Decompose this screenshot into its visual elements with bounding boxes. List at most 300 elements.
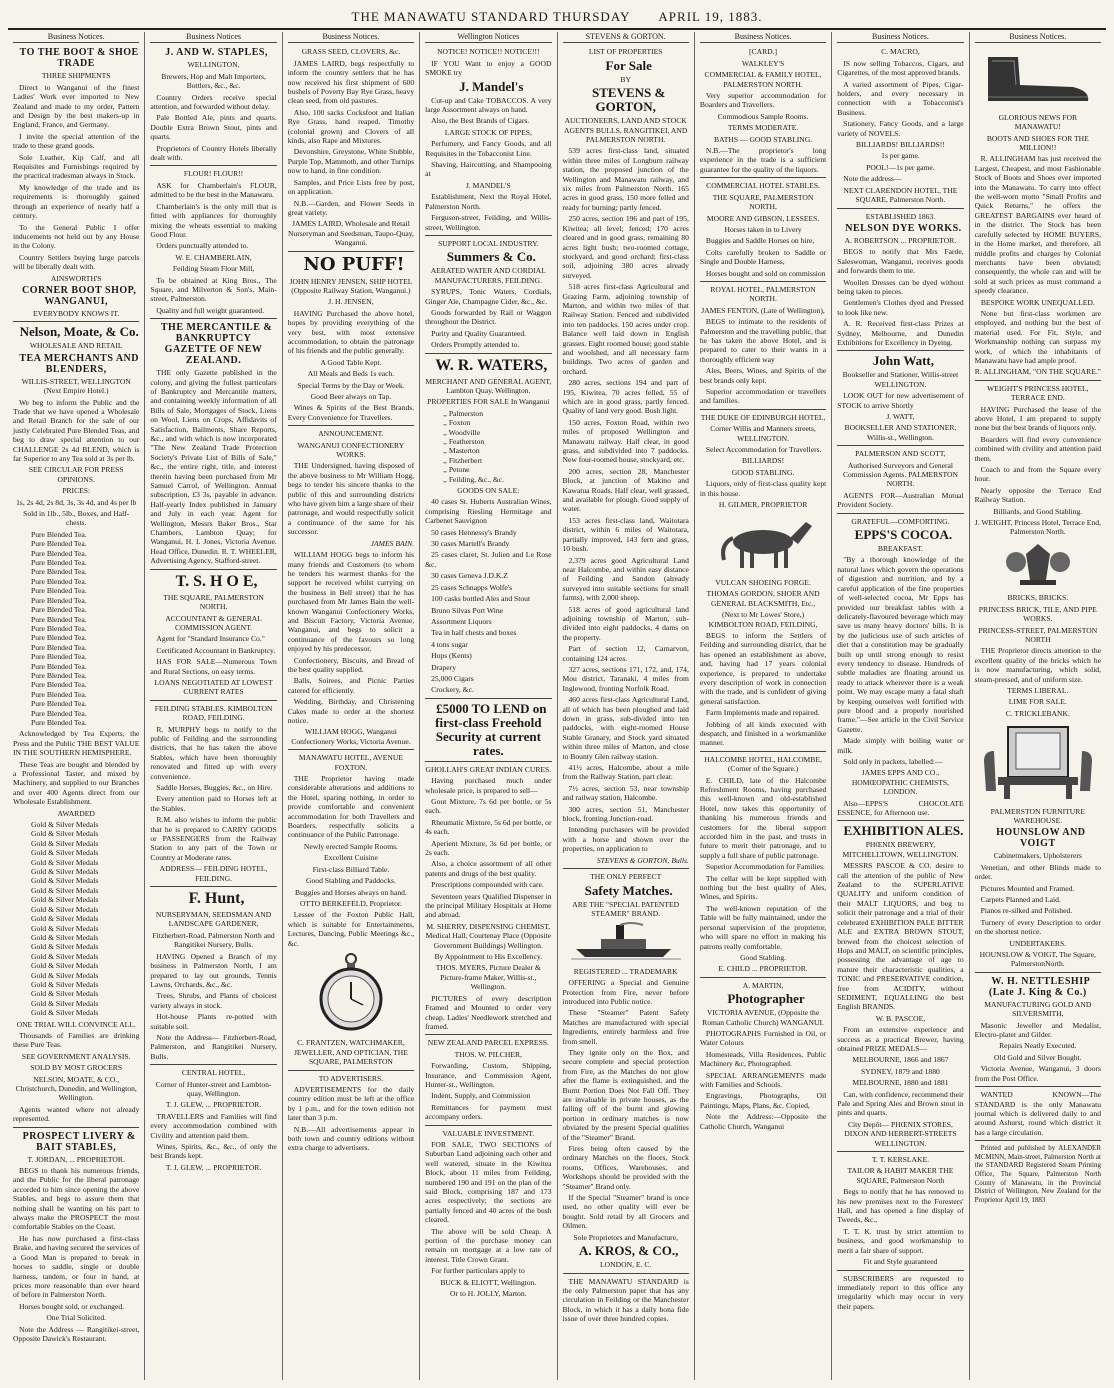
divider bbox=[288, 749, 414, 750]
ad-line: WHOLESALE AND RETAIL bbox=[29, 341, 123, 351]
ad-paragraph: 200 acres, section 28, Manchester Block, at junction of Makino and Kawatua Roads. Half clear, well grassed, and available for plough. Good supply of water. bbox=[562, 466, 689, 514]
ad-line: WILLIAM HOGG, Wanganui Confectionery Works, Victoria Avenue. bbox=[291, 727, 411, 746]
ad-paragraph: Samples, and Price Lists free by post, on application. bbox=[287, 177, 415, 197]
ad-line: WELLINGTON, bbox=[187, 60, 240, 70]
ad-paragraph: HAVING Opened a Branch of my business in Palmerston North, I am prepared to lay out grounds, Tennis Lawns, Orchards, &c., &c. bbox=[150, 951, 277, 989]
ad-line: THE DUKE OF EDINBURGH HOTEL, bbox=[700, 412, 826, 422]
divider bbox=[425, 698, 551, 699]
ad-line: MELBOURNE, 1866 and 1867 bbox=[852, 1055, 949, 1065]
ad-paragraph: Pictures Mounted and Framed. bbox=[980, 883, 1075, 893]
ad-line: ROYAL HOTEL, PALMERSTON NORTH. bbox=[710, 284, 816, 304]
ad-line: Buggies and Horses always on hand. bbox=[295, 887, 407, 897]
ad-line: NEW ZEALAND PARCEL EXPRESS. bbox=[427, 1038, 549, 1048]
ad-paragraph: Drapery bbox=[431, 662, 457, 672]
column-body bbox=[975, 47, 1101, 1204]
ad-line: T. J. GLEW, ... PROPRIETOR. bbox=[165, 1162, 262, 1172]
ad-line: J. WATT, bbox=[886, 412, 915, 421]
divider bbox=[563, 1273, 689, 1274]
list-item: Gold & Silver Medals bbox=[31, 1008, 99, 1018]
divider bbox=[837, 445, 963, 446]
ad-paragraph: Also, a choice assortment of all other patents and drugs of the best quality. bbox=[425, 859, 552, 878]
divider bbox=[150, 569, 276, 570]
furniture-warehouse-illustration bbox=[975, 721, 1101, 803]
divider bbox=[837, 1270, 963, 1271]
ad-paragraph: Coach to and from the Square every hour. bbox=[974, 465, 1101, 484]
ad-paragraph: Note the Address— Fitzherbert-Road, Palmerston, and Rangitikei Nursery, Bulls. bbox=[150, 1032, 277, 1061]
list-item: Pure Blended Tea. bbox=[31, 539, 87, 549]
ad-title: STEVENS & GORTON, bbox=[592, 85, 666, 115]
ad-line: REGISTERED ... TRADEMARK bbox=[573, 966, 678, 976]
ad-paragraph: THE MANAWATU STANDARD is the only Palmerston paper that has any circulation in Feilding or the Manchester Block, in which it has a daily bona fide issue of over three hundred copies. bbox=[562, 1276, 689, 1324]
list-item: ,, Fitzherbert bbox=[443, 455, 483, 465]
ad-paragraph: Pale Bottled Ale, pints and quarts. Double Extra Brown Stout, pints and quarts. bbox=[150, 113, 277, 142]
ad-line: J. MANDEL'S bbox=[465, 180, 511, 190]
ad-line: Billiards, and Good Stabling. bbox=[993, 506, 1083, 516]
list-item: Pure Blended Tea. bbox=[31, 717, 87, 727]
divider bbox=[700, 409, 826, 410]
ad-paragraph: Remittances for payment must accompany orders. bbox=[425, 1102, 552, 1122]
ad-line: Corner of Hunter-street and Lambton-quay, Wellington. bbox=[155, 1079, 272, 1098]
ad-paragraph: Lessee of the Foxton Public Hall, which is suitable for Entertainments, Lectures, Dancing, Public Meetings &c., &c. bbox=[287, 910, 415, 948]
ad-paragraph: 50 cases Hennessy's Brandy bbox=[431, 527, 517, 537]
ad-paragraph: Intending purchasers will be provided with a horse and shown over the properties, on application to bbox=[562, 825, 689, 854]
list-item: ,, Featherston bbox=[443, 437, 485, 446]
ad-paragraph: The above will be sold Cheap. A portion of the purchase money can remain on mortgage at a low rate of interest. Title Crown Grant. bbox=[425, 1226, 552, 1264]
ad-paragraph: If the Special "Steamer" brand is once used, no other quality will ever be bought. Sold retail by all Grocers and Oilmen. bbox=[562, 1193, 689, 1231]
ad-paragraph: Part of section 12, Carnarvon, containing 124 acres. bbox=[562, 644, 689, 663]
column-header: Business Notices. bbox=[13, 32, 139, 43]
ad-line: SEE GOVERNMENT ANALYSIS. bbox=[21, 1051, 131, 1061]
ad-paragraph: T. T. K. trust by strict attention to business, and good workmanship to merit a fair share of support. bbox=[837, 1226, 964, 1255]
ad-line: AINSWORTH'S bbox=[50, 273, 102, 283]
ad-paragraph: Crockery, &c. bbox=[431, 685, 474, 695]
list-item: ,, Palmerston bbox=[443, 408, 483, 418]
ad-line: PALMERSTON FURNITURE WAREHOUSE. bbox=[990, 806, 1085, 825]
ad-heading: TO THE BOOT & SHOE TRADE bbox=[19, 47, 139, 70]
list-item: Gold & Silver Medals bbox=[31, 989, 99, 999]
ad-paragraph: Aperient Mixture, 3s 6d per bottle, or 2s each. bbox=[425, 838, 552, 857]
ad-paragraph: Purity and Quality Guaranteed. bbox=[431, 328, 527, 338]
ad-paragraph: Rheumatic Mixture, 5s 6d per bottle, or 4s each. bbox=[425, 817, 552, 837]
ad-line: VULCAN SHOEING FORGE. bbox=[715, 577, 811, 587]
ad-paragraph: 2,379 acres good Agricultural Land near Halcombe, and within easy distance of Feilding and Sandon (already surveyed into suitable sections for small farms), with 2,000 sheep. bbox=[562, 555, 689, 603]
ad-line: T. T. KERSLAKE. bbox=[871, 1155, 930, 1165]
ad-line: THE ONLY PERFECT bbox=[590, 872, 662, 882]
divider bbox=[700, 281, 826, 282]
ad-line: EVERYBODY KNOWS IT. bbox=[33, 308, 120, 318]
ad-paragraph: My knowledge of the trade and its requirements is thoroughly gained through an experience of nearly half a century. bbox=[13, 182, 140, 221]
list-item: Gold & Silver Medals bbox=[31, 867, 99, 877]
ad-paragraph: SYRUPS, Tonic Waters, Cordials, Ginger Ale, Champagne Cider, &c., &c. bbox=[425, 287, 552, 306]
ad-line: [CARD.] bbox=[749, 47, 778, 57]
list-item: Gold & Silver Medals bbox=[31, 998, 99, 1008]
ad-paragraph: Nearly opposite the Terrace End Railway Station. bbox=[974, 485, 1101, 505]
ad-line: LIST OF PROPERTIES bbox=[588, 47, 663, 57]
column-7 bbox=[832, 32, 969, 1380]
ad-paragraph: Saddle Horses, Buggies, &c., on Hire. bbox=[156, 783, 273, 792]
ad-paragraph: Agent for "Standard Insurance Co." bbox=[156, 634, 265, 644]
ad-paragraph: 7½ acres, section 53, near township and railway station, Halcombe. bbox=[562, 783, 689, 803]
ad-paragraph: Confectionery, Biscuits, and Bread of the best quality supplied. bbox=[287, 655, 415, 674]
ad-line: ONE TRIAL WILL CONVINCE ALL. bbox=[16, 1019, 136, 1029]
ad-heading: J. AND W. STAPLES, bbox=[165, 47, 268, 59]
ad-paragraph: These "Steamer" Patent Safety Matches are manufactured with special Ingredients, entirely harmless and free from smell. bbox=[562, 1008, 689, 1046]
ad-paragraph: LOOK OUT for new advertisement of STOCK to arrive Shortly bbox=[837, 391, 964, 410]
ad-paragraph: Acknowledged by Tea Experts, the Press and the Public THE BEST VALUE IN THE SOUTHERN HEMISPHERE. bbox=[13, 729, 140, 758]
ad-title-large: W. R. WATERS, bbox=[435, 356, 548, 374]
ad-line: LOANS NEGOTIATED AT LOWEST CURRENT RATES bbox=[154, 677, 273, 697]
ad-line: ACCOUNTANT & GENERAL COMMISSION AGENT. bbox=[165, 613, 262, 632]
ad-line: Authorised Surveyors and General Commission Agents. PALMERSTON NORTH. bbox=[842, 460, 958, 489]
ad-line: UNDERTAKERS. bbox=[1009, 938, 1067, 948]
ad-line: TAILOR & HABIT MAKER THE SQUARE, Palmerston North bbox=[847, 1166, 954, 1185]
list-item: Pure Blended Tea. bbox=[31, 558, 87, 568]
ad-line: Good Stabling and Paddocks. bbox=[306, 876, 396, 886]
ad-paragraph: Certificated Accountant in Bankruptcy. bbox=[156, 645, 276, 655]
ad-paragraph: For further particulars apply to bbox=[431, 1266, 525, 1276]
divider bbox=[563, 868, 689, 869]
ad-paragraph: Forwarding, Custom, Shipping, Insurance, and Commission Agent, Hunter-st., Wellington. bbox=[425, 1061, 552, 1089]
ad-paragraph: Jobbing of all kinds executed with despatch, and finished in a workmanlike manner. bbox=[699, 719, 827, 748]
ad-paragraph: Very superior accommodation for Boarders and Travellers. bbox=[699, 91, 827, 110]
ad-paragraph: A varied assortment of Pipes, Cigar-holders, and every necessary in connection with a Tobacconist's Business. bbox=[837, 79, 964, 117]
ad-paragraph: These Teas are bought and blended by a Professional Taster, and mixed by Machinery, and supplied to our Branches and over 400 Agents direct from our Wholesale Establishment. bbox=[13, 759, 140, 807]
ad-line: First-class Billiard Table. bbox=[312, 864, 390, 874]
ad-line: BY bbox=[620, 74, 631, 84]
ad-line: PHŒNIX BREWERY, MITCHELLTOWN, WELLINGTON. bbox=[842, 840, 959, 859]
ad-paragraph: Begs to notify that he has removed to his new premises next to the Foresters' Hall, and has opened a fine display of Tweeds, &c., bbox=[837, 1187, 964, 1225]
ad-paragraph: 300 acres, section 51, Manchester block, fronting Junction-road. bbox=[562, 804, 689, 824]
item-list bbox=[31, 530, 139, 728]
ad-paragraph: Sole Leather, Kip Calf, and all Requisites and Furnishings required by the practical tradesman always in Stock. bbox=[13, 152, 140, 181]
ad-line: LIME FOR SALE. bbox=[1008, 697, 1067, 707]
ad-paragraph: Wedding, Birthday, and Christening Cakes made to order at the shortest notice. bbox=[287, 697, 415, 725]
ad-paragraph: N.B.—The proprietor's long experience in the trade is a sufficient guarantee for the quality of the liquors. bbox=[699, 146, 827, 174]
ad-title: Safety Matches. bbox=[584, 882, 673, 898]
ad-paragraph: Ales, Beers, Wines, and Spirits of the best brands only kept. bbox=[699, 366, 827, 385]
ad-line: COMMERCIAL HOTEL STABLES. bbox=[706, 181, 820, 191]
divider bbox=[288, 251, 414, 252]
ad-paragraph: Woollen Dresses can be dyed without being taken to pieces. bbox=[837, 277, 964, 296]
ad-paragraph: Carpets Planned and Laid. bbox=[980, 895, 1061, 904]
masthead-date: APRIL 19, 1883. bbox=[658, 9, 763, 24]
ad-paragraph: PHOTOGRAPHS Furnished in Oil, or Water Colours bbox=[699, 1028, 827, 1048]
ad-paragraph: BEGS to inform the Settlers of Feilding and surrounding district, that he has opened an establishment as above, and, having had 17 years colonial experience, is prepared to undertake every description of work in connection with the trade, and is confident of giving general satisfaction. bbox=[699, 630, 827, 706]
divider bbox=[975, 380, 1101, 381]
ad-paragraph: WILLIAM HOGG begs to inform his many friends and Customers (to whom he tenders his warmest thanks for the support he received whilst carrying on the business in Bell street) that he has purchased from Mr James Bain the well-known Wanganui Confectionery Works, and Biscuit Factory, Victoria Avenue, Wanganui, and begs to solicit a continuance of the favours so long enjoyed by his predecessor. bbox=[287, 550, 415, 654]
ad-title: EPPS'S COCOA. bbox=[854, 527, 953, 543]
divider bbox=[150, 165, 276, 166]
ad-line: Feilding Steam Flour Mill, bbox=[172, 264, 255, 274]
ad-paragraph: ADVERTISEMENTS for the daily country edition must be left at the office by 1 p.m., and for the town edition not later than 3 p.m. bbox=[287, 1084, 415, 1123]
list-item: Gold & Silver Medals bbox=[31, 951, 99, 961]
ad-paragraph: HAVING Purchased the above hotel, hopes by providing everything of the very best, with most extensive accommodation, to obtain the patronage of his friends and the public generally. bbox=[287, 308, 415, 356]
divider bbox=[150, 1064, 276, 1065]
divider bbox=[13, 321, 139, 322]
list-item: Gold & Silver Medals bbox=[31, 979, 99, 989]
ad-paragraph: Homesteads, Villa Residences, Public Machinery &c, Photographed. bbox=[699, 1049, 827, 1069]
ad-paragraph: Balls, Soirees, and Picnic Parties catered for efficiently. bbox=[287, 676, 415, 695]
ad-line: Bookseller and Stationer, Willis-street WELLINGTON. bbox=[842, 370, 959, 389]
ad-paragraph: Hops (Kents) bbox=[431, 651, 472, 661]
ad-heading: W. H. NETTLESHIP (Late J. King & Co.) bbox=[988, 975, 1091, 998]
list-item: Pure Blended Tea. bbox=[31, 652, 87, 662]
ad-line: W. B. PASCOE, bbox=[875, 1013, 926, 1023]
list-item: Pure Blended Tea. bbox=[31, 680, 87, 690]
item-list bbox=[31, 820, 139, 1018]
ad-paragraph: 518 acres of good agricultural land adjoining township of Marton, sub-divided into eight paddocks, 4 dams on the property. bbox=[562, 604, 689, 642]
ad-title: Nelson, Moate, & Co. bbox=[19, 324, 139, 340]
ad-paragraph: 30 cases Geneva J.D.K.Z bbox=[431, 571, 508, 581]
ad-paragraph: From an extensive experience and success as a practical Brewer, having obtained PRIZE MEDALS— bbox=[837, 1025, 964, 1053]
ad-line: HOUNSLOW & VOIGT, The Square, PalmerstonNorth. bbox=[979, 950, 1096, 969]
ad-paragraph: 250 acres, section 196 and part of 195, Kiwitea; all level; fenced; 170 acres cleared and in good grass, remaining 80 acres light bush; two-roomed cottage, stockyard, and good orchard; first-class soil, adjoining 380 acres already surveyed. bbox=[562, 214, 689, 280]
ad-paragraph: Fires being often caused by the ordinary Matches on the floors, Stock rooms, Offices, Warehouses, and Workshops should be provided with the "Steamer" Brand only. bbox=[562, 1144, 689, 1191]
ad-line: E. CHILD ... PROPRIETOR. bbox=[718, 964, 808, 974]
ad-paragraph: R.M. also wishes to inform the public that he is prepared to CARRY GOODS or PASSENGERS from the Railway Station to any part of the Town or Country at Moderate rates. bbox=[150, 815, 277, 862]
pocket-watch-illustration bbox=[288, 951, 414, 1035]
list-item: Pure Blended Tea. bbox=[31, 642, 87, 652]
ad-line: GOOD STABLING. bbox=[731, 467, 795, 477]
ad-paragraph: 40 cases St. Huberts Australian Wines, comprising Riesling Hermitage and Carbenet Sauvignon bbox=[425, 497, 552, 526]
ad-line: R. ALLINGHAM, "ON THE SQUARE." bbox=[974, 367, 1101, 377]
ad-line: BATHS — GOOD STABLING. bbox=[714, 134, 813, 144]
ad-paragraph: Can, with confidence, recommend their Pale and Spring Ales and Brown stout in pints and quarts. bbox=[837, 1089, 964, 1118]
ad-line: Sold in 1lb., 5lb., Boxes, and Half-chests. bbox=[23, 509, 130, 528]
ad-line: WEIGHT'S PRINCESS HOTEL, TERRACE END. bbox=[987, 383, 1089, 403]
ad-line: City Depôt— PHŒNIX STORES, DIXON AND HERBERT-STREETS WELLINGTON. bbox=[844, 1119, 957, 1148]
ad-line: Brewers, Hop and Malt Importers, Bottlers, &c., &c. bbox=[161, 71, 266, 91]
ad-line: ANNOUNCEMENT. bbox=[318, 429, 384, 439]
column-1 bbox=[8, 32, 145, 1380]
ad-line: WANGANUI CONFECTIONERY WORKS. bbox=[297, 440, 405, 460]
list-item: ,, Foxton bbox=[443, 418, 471, 428]
ad-paragraph: "By a thorough knowledge of the natural laws which govern the operations of digestion and nutrition, and by a careful application of the fine properties of well-selected cocoa, Mr Epps has provided our breakfast tables with a delicately-flavoured beverage which may save us many heavy doctors' bills. It is by the judicious use of such articles of diet that a constitution may be gradually built up until strong enough to resist every tendency to disease. Hundreds of subtle maladies are floating around us ready to attack wherever there is a weak point. We may escape many a fatal shaft by keeping ourselves well fortified with pure blood and a properly nourished frame."—See article in the Civil Service Gazette. bbox=[837, 555, 964, 734]
ad-line: BILLIARDS! bbox=[741, 456, 785, 466]
ad-paragraph: 4 tons sugar bbox=[431, 639, 468, 649]
ad-paragraph: Seventeen years Qualified Dispenser in the principal Military Hospitals at Home and abroad. bbox=[425, 891, 552, 920]
ad-signature: JAMES BAIN. bbox=[370, 538, 415, 548]
list-item: Gold & Silver Medals bbox=[31, 876, 99, 886]
ad-line: Old Gold and Silver Bought. bbox=[994, 1052, 1082, 1062]
ad-paragraph: JAMES LAIRD, begs respectfully to inform the country settlers that he has now received his first shipment of 600 bushels of Poverty Bay Rye Grass, heavy clean seed, from old pastures. bbox=[287, 58, 415, 106]
list-item: Pure Blended Tea. bbox=[31, 623, 87, 633]
list-item: ,, Feilding, &c., &c. bbox=[443, 474, 505, 484]
ad-line: HALCOMBE HOTEL, HALCOMBE, (Corner of the Square.) bbox=[704, 754, 822, 774]
masthead-title: THE MANAWATU STANDARD THURSDAY bbox=[351, 9, 631, 24]
ad-line: J. WEIGHT, Princess Hotel, Terrace End, Palmerston North. bbox=[974, 518, 1101, 537]
ad-line: SOLD BY MOST GROCERS bbox=[30, 1063, 123, 1073]
ad-line: PRINCESS-STREET, PALMERSTON NORTH bbox=[978, 625, 1098, 644]
ad-paragraph: Quality and full weight guaranteed. bbox=[156, 305, 265, 315]
ad-paragraph: Also—EPPS'S CHOCOLATE ESSENCE, for Afternoon use. bbox=[837, 798, 964, 818]
ad-line: One Trial Solicited. bbox=[46, 1313, 107, 1323]
ad-line: GRATEFUL—COMFORTING. bbox=[851, 516, 950, 526]
ad-paragraph: Select Accommodation for Travellers. bbox=[705, 445, 822, 455]
ad-line: GRASS SEED, CLOVERS, &c. bbox=[301, 47, 401, 57]
ad-paragraph: Trees, Shrubs, and Plants of choicest variety always in stock. bbox=[150, 991, 277, 1010]
divider bbox=[700, 977, 826, 978]
ad-line: T. J. GLEW, ... PROPRIETOR. bbox=[165, 1100, 262, 1110]
ad-line: BOOTS AND SHOES FOR THE MILLION!! bbox=[986, 133, 1089, 153]
divider bbox=[975, 1086, 1101, 1087]
ad-paragraph: WANTED KNOWN—The STANDARD is the only Manawatu journal which is delivered daily to and around Ashurst, round which district it has a large circulation. bbox=[974, 1090, 1101, 1137]
ad-line: A. ROBERTSON ... PROPRIETOR. bbox=[844, 235, 957, 245]
ad-paragraph: AGENTS FOR—Australian Mutual Provident Society. bbox=[837, 490, 964, 510]
column-body bbox=[425, 47, 551, 1298]
ad-line: TERMS MODERATE. bbox=[727, 123, 799, 133]
ad-paragraph: PICTURES of every description Framed and Mounted to order very cheap. Ladies' Needlework stretched and framed. bbox=[425, 993, 552, 1031]
horse-illustration bbox=[700, 512, 826, 574]
ad-title: Summers & Co. bbox=[446, 249, 536, 265]
column-5 bbox=[558, 32, 695, 1380]
ad-paragraph: BEGS to intimate to the residents of Palmerston and the travelling public, that he has taken the above Hotel, and is prepared to cater to their wants in a thoroughly efficient way bbox=[699, 317, 827, 364]
ad-line: NURSERYMAN, SEEDSMAN AND LANDSCAPE GARDENER, bbox=[155, 910, 272, 929]
divider bbox=[425, 235, 551, 236]
list-item: Gold & Silver Medals bbox=[31, 885, 99, 895]
column-header: Business Notices. bbox=[837, 32, 963, 43]
list-item: Pure Blended Tea. bbox=[31, 633, 87, 643]
column-body bbox=[288, 47, 414, 1152]
divider bbox=[425, 353, 551, 354]
ad-paragraph: They ignite only on the Box, and secure complete and special protection from Fire, as the Matches do not glow after the flame is extinguished, and the Burnt Portion Does Not Fall Off. They are invaluable in private houses, as the falling off of the burnt and glowing portion in ordinary matches is now obviated by the present Special qualities of the "Steamer" Brand. bbox=[562, 1047, 689, 1142]
ad-line: Horses taken in to Livery bbox=[724, 224, 802, 234]
ad-paragraph: Also, the Best Brands of Cigars. bbox=[431, 116, 530, 126]
ad-line: C. TRICKLEBANK. bbox=[1005, 708, 1070, 718]
ad-paragraph: Buggies and Saddle Horses on hire, bbox=[705, 236, 815, 246]
ad-paragraph: TRAVELLERS and Families will find every accommodation combined with Civility and attention paid them. bbox=[150, 1111, 277, 1140]
ad-paragraph: THE Undersigned, having disposed of the above business to Mr William Hogg, begs to tender his sincere thanks to the public of this and surrounding districts who have given him a large share of their patronage, and would respectfully solicit a continuance of the same for his successor. bbox=[287, 461, 415, 537]
ad-line: GOODS ON SALE: bbox=[457, 486, 520, 496]
ad-headline: NO PUFF! bbox=[303, 253, 405, 275]
ad-line: H. GILMER, PROPRIETOR bbox=[718, 500, 808, 510]
ad-paragraph: N.B.—Garden, and Flower Seeds in great variety. bbox=[287, 198, 415, 217]
ad-line: NELSON, MOATE, & CO., Christchurch, Dunedin, and Wellington, Wellington. bbox=[15, 1074, 137, 1103]
ad-paragraph: Assortment Liquors bbox=[431, 616, 492, 626]
ad-heading: NELSON DYE WORKS. bbox=[845, 222, 962, 234]
divider bbox=[837, 350, 963, 351]
ad-paragraph: Direct to Wanganui of the finest Ladies' Work ever imported to New Zealand and made to my order, Pattern and Design by the best makers-up in England, France, and Germany. bbox=[13, 82, 140, 130]
ad-paragraph: THE only Gazette published in the colony, and giving the fullest particulars of Bankruptcy and Mercantile matters, and containing weekly information of all Bills of Sale, Mortgages of Stock, Liens on Wool, Liens on Crops, Affidavits of Satisfaction, Bailments, Share Reports, &c., and with which is now incorporated "The New Zealand Trade Protection Society's Private List of Bills of Sale," &c., the entire right, title, and interest therein having been purchased from Mr Samuel Carrol, of Wellington. Annual subscription, £3 3s, payable in advance. Half-yearly Index published in January and July in each year. Agent for Wellington, Messrs Baker Bros., Star Chambers, Lambton Quay; for Wanganui, H. I. Jones, Victoria Avenue. Head Office, Dunedin. R. T. WHEELER, Advertising Agency, Stafford-street. bbox=[150, 368, 277, 566]
ad-paragraph: 25 cases Schnapps Wolfe's bbox=[431, 582, 513, 592]
ad-line: 1s per game. bbox=[881, 151, 920, 161]
list-item: Gold & Silver Medals bbox=[31, 914, 99, 924]
ad-paragraph: THE Proprietor directs attention to the excellent quality of the bricks which he is now manufacturing, which solid, steam-pressed, and of uniform size. bbox=[974, 646, 1101, 684]
ad-line: Special Terms by the Day or Week. bbox=[297, 380, 405, 390]
column-body bbox=[150, 47, 276, 1172]
ad-paragraph: 327 acres, sections 171, 172, and, 174, Mou district, Taranaki, 4 miles from Inglewood, fronting Norfolk Road. bbox=[562, 664, 689, 693]
ad-paragraph: 539 acres first-class land, situated within three miles of Longburn railway station, the proposed junction of the Wellington and Manawatu railway, and six miles from Palmerston North. 165 acres in good grass, 150 more felled and ready for burning; partly fenced. bbox=[562, 146, 689, 212]
divider bbox=[837, 208, 963, 209]
ad-paragraph: Superior accommodation or travellers and families. bbox=[699, 387, 827, 406]
column-3 bbox=[283, 32, 420, 1380]
list-item: Pure Blended Tea. bbox=[31, 595, 87, 605]
ad-line: AWARDED bbox=[57, 808, 95, 818]
ad-paragraph: Hot-house Plants re-potted with suitable soil. bbox=[150, 1012, 277, 1031]
ad-paragraph: Ferguson-street, Feilding, and Willis-street, Wellington. bbox=[425, 213, 552, 232]
ad-paragraph: Cut-up and Cake TOBACCOS. A very large Assortment always on hand. bbox=[425, 95, 552, 115]
list-item: Pure Blended Tea. bbox=[31, 576, 87, 586]
ad-line: Repairs Neatly Executed. bbox=[999, 1041, 1077, 1051]
ad-paragraph: Country Settlers buying large parcels will be liberally dealt with. bbox=[13, 252, 140, 272]
ad-paragraph: R. MURPHY begs to notify to the public of Feilding and the surrounding districts, that he has taken the above Stables, which have been thoroughly renovated and fitted up with every convenience. bbox=[150, 724, 277, 781]
ad-line: PROPERTIES FOR SALE In Wanganui bbox=[427, 397, 550, 407]
list-item: Pure Blended Tea. bbox=[31, 529, 87, 539]
boot-illustration bbox=[975, 47, 1101, 109]
ad-line: SUPPORT LOCAL INDUSTRY. bbox=[438, 238, 539, 248]
divider bbox=[150, 886, 276, 887]
ad-paragraph: Boarders will find every convenience combined with civility and attention paid them. bbox=[974, 434, 1101, 463]
ad-line: POOL!—1s per game. bbox=[866, 162, 935, 172]
divider bbox=[288, 1070, 414, 1071]
list-item: ,, Petone bbox=[443, 465, 470, 475]
ad-line: THOMAS GORDON, SHOER AND GENERAL BLACKSMITH, Etc., bbox=[706, 589, 820, 608]
column-header: Business Notices. bbox=[700, 32, 826, 43]
ad-line: ADDRESS— FEILDING HOTEL, FEILDING. bbox=[159, 864, 268, 883]
ad-line: NOTICE! NOTICE!! NOTICE!!! bbox=[437, 47, 540, 57]
ad-line: JAMES LAIRD, Wholesale and Retail Nurseryman and Seedsman, Taupo-Quay, Wanganui. bbox=[287, 219, 414, 248]
ad-paragraph: Chamberlain's is the only mill that is fitted with appliances for thoroughly mixing the wheats essential to making Good Flour. bbox=[150, 201, 277, 239]
ad-paragraph: 41½ acres, Halcombe, about a mile from the Railway Station, part clear. bbox=[562, 763, 689, 782]
list-item: Gold & Silver Medals bbox=[31, 829, 99, 839]
divider bbox=[425, 761, 551, 762]
ad-paragraph: Indent, Supply, and Commission bbox=[431, 1091, 531, 1101]
list-item: Gold & Silver Medals bbox=[31, 932, 99, 942]
ad-line: WILLIS-STREET, WELLINGTON (Next Empire Hotel.) bbox=[21, 376, 131, 396]
ad-paragraph: 150 acres, Foxton Road, within two miles of proposed Wellington and Manawatu railway. Half clear, in good grass, and subdivided into 7 paddocks. New four-roomed house, stockyard, etc. bbox=[562, 417, 689, 465]
ad-paragraph: Goods forwarded by Rail or Waggon throughout the District. bbox=[425, 307, 552, 327]
ad-paragraph: Establishment, Next the Royal Hotel, Palmerston North. bbox=[425, 192, 552, 211]
ad-paragraph: Horses bought and sold on commission bbox=[705, 268, 826, 278]
ad-line: MERCHANT AND GENERAL AGENT, Lambton Quay, Wellington. bbox=[425, 376, 552, 395]
ad-line: M. SHERRY, DISPENSING CHEMIST, Medical Hall, Courtenay Place (Opposite Government Buildings) Wellington. bbox=[425, 921, 552, 950]
ad-paragraph: SUBSCRIBERS are requested to immediately report to this office any irregularity which may occur in very their papers. bbox=[837, 1273, 964, 1311]
divider bbox=[150, 700, 276, 701]
ad-heading: THE MERCANTILE & BANKRUPTCY GAZETTE OF NEW ZEALAND. bbox=[160, 322, 273, 367]
column-body bbox=[563, 47, 689, 1323]
ad-heading: HOUNSLOW AND VOIGT bbox=[996, 827, 1086, 850]
ad-line: JAMES FENTON, (Late of Wellington), bbox=[701, 305, 825, 315]
ad-paragraph: 25,000 Cigars bbox=[431, 673, 474, 683]
ad-paragraph: Gout Mixture, 7s 6d per bottle, or 5s each. bbox=[425, 796, 552, 816]
ad-paragraph: BEGS to thank his numerous friends, and the Public for the liberal patronage accorded to him since opening the above Stables, and begs to assure them that nothing shall be wanting on his part to always make the PROSPECT the most comfortable Stables on the Coast. bbox=[13, 1166, 140, 1232]
ad-paragraph: Thousands of Families are drinking these Pure Teas. bbox=[13, 1030, 140, 1050]
list-item: Pure Blended Tea. bbox=[31, 670, 87, 680]
ad-paragraph: FOR SALE, TWO SECTIONS of Suburban Land adjoining each other and well watered, situate in the Kiwitea Block, about 11 miles from Feilding, numbered 190 and 191 on the plan of the said Block, comprising 187 and 173 acres respectively; the sections are partially fenced and 40 acres of the bush cleared. bbox=[425, 1139, 552, 1225]
list-item: ,, Masterton bbox=[443, 446, 480, 456]
ad-paragraph: The well-known reputation of the Table will be fully maintained, under the personal supervision of the proprietor, who will spare no effort in making his patrons really comfortable. bbox=[699, 903, 827, 951]
divider bbox=[837, 820, 963, 821]
ad-line: NEXT CLARENDON HOTEL, THE SQUARE, Palmerston North. bbox=[843, 185, 958, 205]
ad-paragraph: Wines & Spirits of the Best Brands. Every Convenience for Travellers. bbox=[287, 403, 415, 422]
ad-line: TERMS LIBERAL. bbox=[1007, 685, 1069, 695]
ad-paragraph: 280 acres, sections 194 and part of 195, Kiwitea, 70 acres felled, 55 of which are in good grass, partly fenced. Quality of land very good. Bush light. bbox=[562, 378, 689, 416]
ad-line: PRICES: bbox=[62, 486, 91, 496]
ad-paragraph: Pianos re-silked and Polished. bbox=[980, 906, 1073, 916]
list-item: Gold & Silver Medals bbox=[31, 961, 99, 971]
ad-line: J. H. JENSEN, bbox=[328, 297, 374, 307]
ad-line: THE SQUARE, PALMERSTON NORTH, bbox=[712, 192, 814, 212]
ad-paragraph: BEGS to notify that Mrs Farde, Saleswoman, Wanganui, receives goods and forwards them to me. bbox=[837, 247, 964, 276]
ad-line: A Good Table Kept. bbox=[320, 357, 382, 367]
list-item: Gold & Silver Medals bbox=[31, 942, 99, 952]
ad-line: VICTORIA AVENUE, (Opposite the Roman Catholic Church) WANGANUI. bbox=[702, 1008, 824, 1027]
ad-title: J. Mandel's bbox=[459, 78, 524, 94]
divider bbox=[837, 513, 963, 514]
ad-line: THE SQUARE, PALMERSTON NORTH. bbox=[163, 592, 264, 612]
ad-title-large: T. S. H O E, bbox=[175, 572, 258, 590]
list-item: Gold & Silver Medals bbox=[31, 857, 99, 867]
